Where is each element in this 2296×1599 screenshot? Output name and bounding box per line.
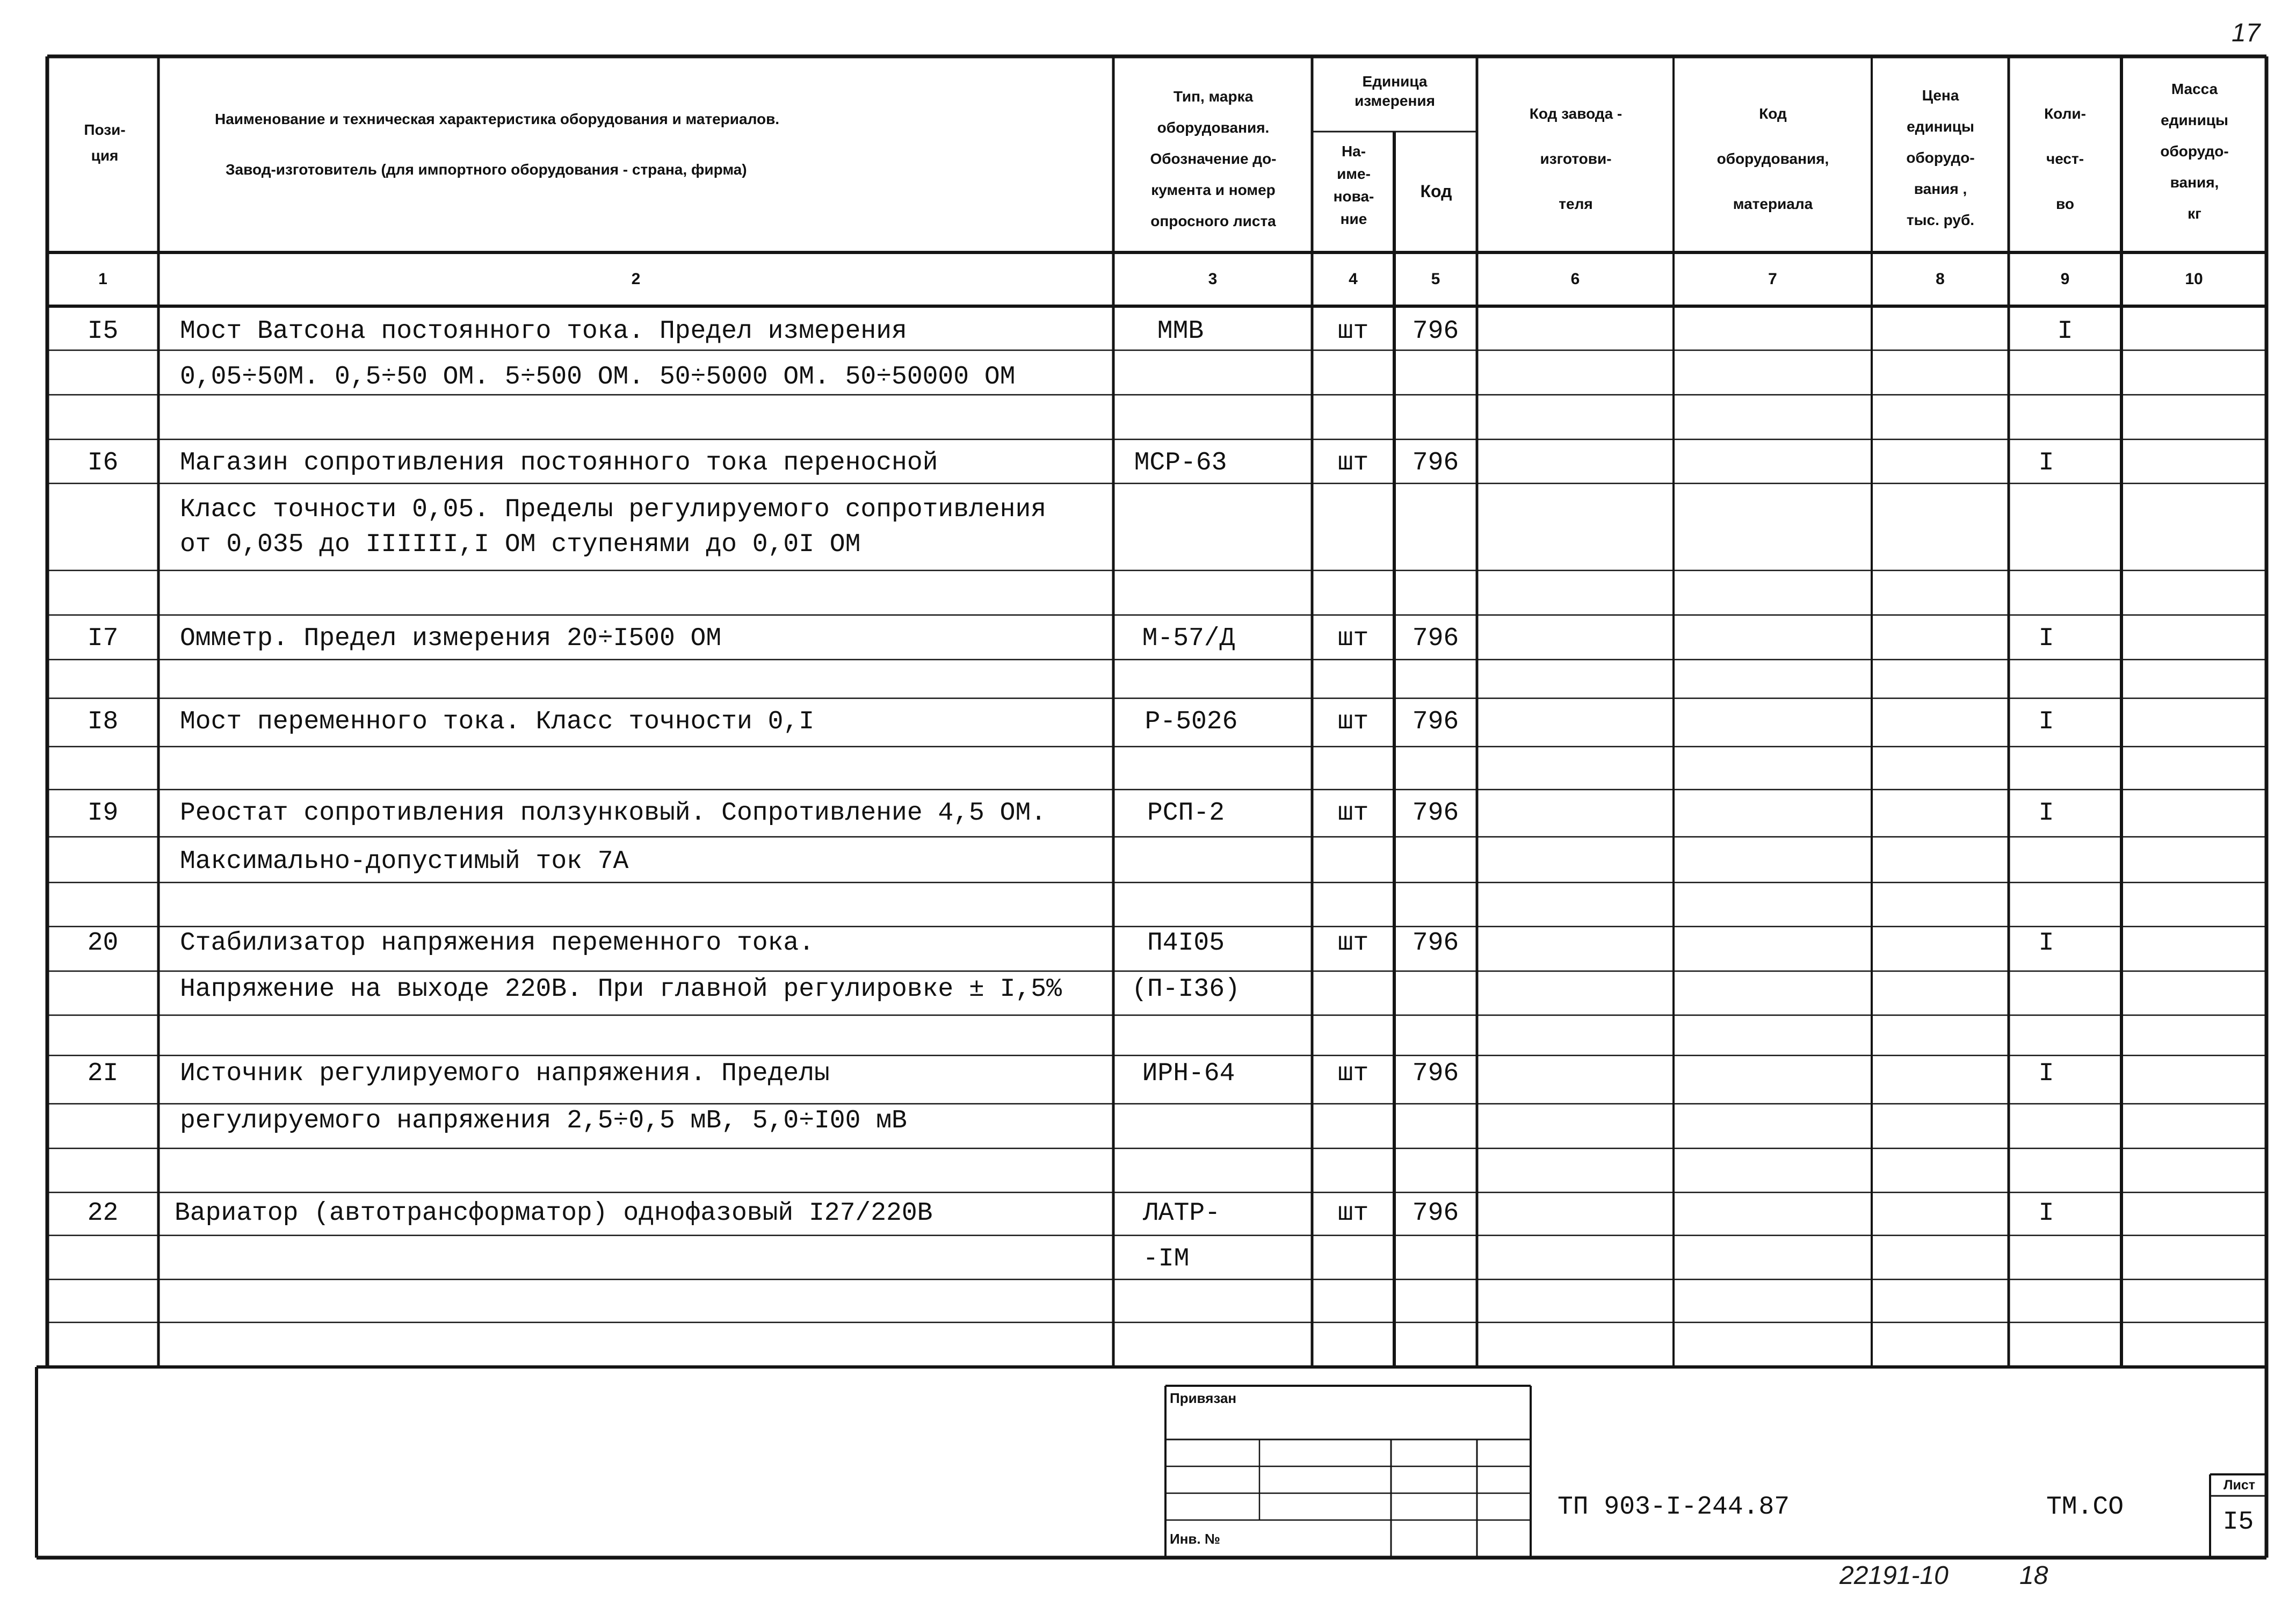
unit-code-cell: 796 [1412, 1199, 1459, 1228]
header-col-equipment-code: Код оборудования, материала [1716, 105, 1829, 212]
document-mark: ТМ.СО [2046, 1493, 2124, 1522]
unit-code-cell: 796 [1412, 799, 1459, 828]
type-cell: (П-I36) [1132, 975, 1240, 1004]
column-number: 10 [2185, 270, 2203, 288]
name-cell: 0,05÷50М. 0,5÷50 ОМ. 5÷500 ОМ. 50÷5000 ОМ. 50÷50000 ОМ [180, 363, 1016, 392]
unit-name-cell: шт [1337, 707, 1369, 736]
header-col-type: Тип, марка оборудования. Обозначение до- кумента и номер опросного листа [1150, 88, 1277, 229]
quantity-cell: I [2038, 707, 2054, 736]
quantity-cell: I [2057, 317, 2073, 346]
column-number: 3 [1208, 270, 1218, 288]
header-col-unit-name: На- име- нова- ние [1333, 143, 1374, 227]
position-cell: I8 [87, 707, 119, 736]
name-cell: Стабилизатор напряжения переменного тока. [180, 929, 814, 958]
name-cell: Реостат сопротивления ползунковый. Сопротивление 4,5 ОМ. [180, 799, 1047, 828]
name-cell: Источник регулируемого напряжения. Пределы [180, 1059, 830, 1088]
unit-name-cell: шт [1337, 1199, 1369, 1228]
header-col-mass: Масса единицы оборудо- вания, кг [2160, 81, 2229, 222]
quantity-cell: I [2038, 1059, 2054, 1088]
inventory-number-label: Инв. № [1170, 1531, 1220, 1547]
unit-name-cell: шт [1337, 799, 1369, 828]
type-cell: РСП-2 [1147, 799, 1225, 828]
header-col-quantity: Коли- чест- во [2044, 105, 2086, 212]
name-cell: Магазин сопротивления постоянного тока переносной [180, 448, 938, 477]
column-number: 6 [1570, 270, 1580, 288]
quantity-cell: I [2038, 929, 2054, 958]
type-cell: Р-5026 [1145, 707, 1238, 736]
name-cell: Мост переменного тока. Класс точности 0,I [180, 707, 814, 736]
sheet-number: I5 [2222, 1508, 2254, 1537]
position-cell: 2I [87, 1059, 119, 1088]
header-col-price: Цена единицы оборудо- вания , тыс. руб. [1906, 87, 1975, 228]
column-number: 7 [1768, 270, 1777, 288]
archive-number: 22191-10 [1839, 1561, 1949, 1590]
position-cell: 22 [87, 1199, 119, 1228]
header-col-unit-code: Код [1420, 182, 1452, 201]
column-number: 9 [2060, 270, 2070, 288]
position-cell: I6 [87, 448, 119, 477]
quantity-cell: I [2038, 1199, 2054, 1228]
header-col-factory-code: Код завода - изготови- теля [1529, 105, 1623, 212]
header-col-name-line2: Завод-изготовитель (для импортного оборудования - страна, фирма) [226, 161, 747, 178]
unit-code-cell: 796 [1412, 1059, 1459, 1088]
type-cell: -IМ [1143, 1245, 1190, 1274]
unit-name-cell: шт [1337, 1059, 1369, 1088]
unit-name-cell: шт [1337, 929, 1369, 958]
name-cell: Класс точности 0,05. Пределы регулируемого сопротивления [180, 495, 1047, 524]
unit-code-cell: 796 [1412, 707, 1459, 736]
unit-code-cell: 796 [1412, 624, 1459, 653]
type-cell: П4I05 [1147, 929, 1225, 958]
unit-name-cell: шт [1337, 448, 1369, 477]
position-cell: I9 [87, 799, 119, 828]
unit-code-cell: 796 [1412, 929, 1459, 958]
header-unit-group: Единица измерения [1355, 73, 1435, 109]
column-number: 8 [1936, 270, 1945, 288]
name-cell: от 0,035 до IIIIII,I ОМ ступенями до 0,0I ОМ [180, 530, 861, 559]
type-cell: М-57/Д [1142, 624, 1235, 653]
column-number: 5 [1431, 270, 1440, 288]
column-number: 2 [631, 270, 641, 288]
archive-page: 18 [2019, 1561, 2048, 1590]
privyazan-label: Привязан [1170, 1390, 1237, 1406]
sheet-label: Лист [2223, 1478, 2256, 1493]
type-cell: ИРН-64 [1142, 1059, 1235, 1088]
quantity-cell: I [2038, 448, 2054, 477]
unit-code-cell: 796 [1412, 448, 1459, 477]
quantity-cell: I [2038, 624, 2054, 653]
quantity-cell: I [2038, 799, 2054, 828]
type-cell: МСР-63 [1134, 448, 1227, 477]
column-number: 1 [98, 270, 107, 288]
name-cell: Напряжение на выходе 220В. При главной регулировке ± I,5% [180, 975, 1062, 1004]
position-cell: I5 [87, 317, 119, 346]
name-cell: Максимально-допустимый ток 7А [180, 847, 629, 876]
position-cell: 20 [87, 929, 119, 958]
name-cell: регулируемого напряжения 2,5÷0,5 мВ, 5,0÷I00 мВ [180, 1106, 907, 1135]
position-cell: I7 [87, 624, 119, 653]
unit-code-cell: 796 [1412, 317, 1459, 346]
type-cell: ММВ [1157, 317, 1204, 346]
unit-name-cell: шт [1337, 317, 1369, 346]
header-col-name-line1: Наименование и техническая характеристика оборудования и материалов. [215, 111, 780, 127]
column-number: 4 [1349, 270, 1358, 288]
handwritten-page-number: 17 [2232, 19, 2261, 47]
type-cell: ЛАТР- [1143, 1199, 1221, 1228]
document-code: ТП 903-I-244.87 [1558, 1493, 1790, 1522]
name-cell: Омметр. Предел измерения 20÷I500 ОМ [180, 624, 722, 653]
header-col-position: Пози- ция [84, 121, 126, 164]
name-cell: Вариатор (автотрансформатор) однофазовый I27/220В [175, 1199, 933, 1228]
unit-name-cell: шт [1337, 624, 1369, 653]
name-cell: Мост Ватсона постоянного тока. Предел измерения [180, 317, 907, 346]
